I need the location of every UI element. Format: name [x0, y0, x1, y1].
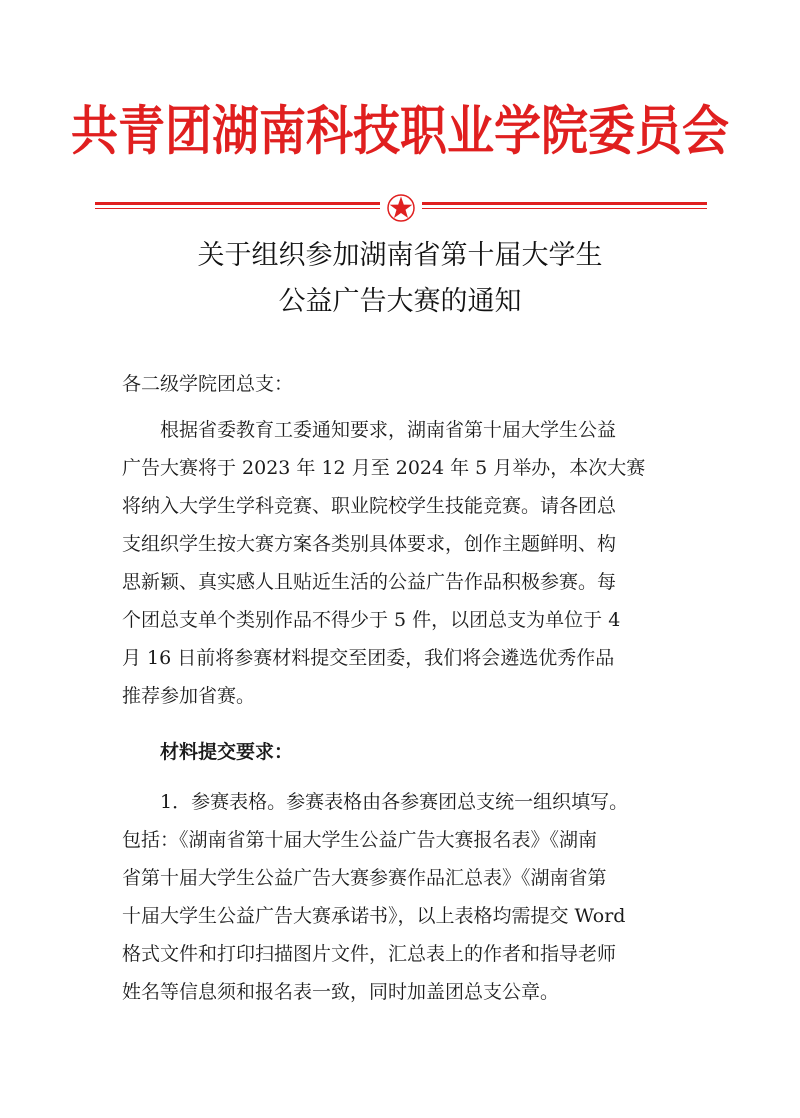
- section-heading: 材料提交要求：: [160, 741, 294, 763]
- paragraph-line: 省第十届大学生公益广告大赛参赛作品汇总表》《湖南省第: [122, 867, 607, 889]
- paragraph-line: 十届大学生公益广告大赛承诺书》，以上表格均需提交 Word: [122, 905, 626, 927]
- paragraph-line: 包括：《湖南省第十届大学生公益广告大赛报名表》《湖南: [122, 829, 598, 851]
- divider-thick-right: [422, 202, 707, 205]
- paragraph-line: 姓名等信息须和报名表一致，同时加盖团总支公章。: [122, 981, 560, 1003]
- paragraph-line: 个团总支单个类别作品不得少于 5 件，以团总支为单位于 4: [122, 609, 621, 631]
- salutation: 各二级学院团总支：: [122, 373, 294, 395]
- paragraph-line: 格式文件和打印扫描图片文件，汇总表上的作者和指导老师: [122, 943, 617, 965]
- notice-title-line1: 关于组织参加湖南省第十届大学生: [197, 240, 603, 271]
- divider-thick-left: [95, 202, 380, 205]
- paragraph-line: 将纳入大学生学科竞赛、职业院校学生技能竞赛。请各团总: [122, 495, 617, 517]
- notice-title-line2: 公益广告大赛的通知: [278, 286, 522, 317]
- paragraph-line: 1．参赛表格。参赛表格由各参赛团总支统一组织填写。: [160, 791, 629, 813]
- red-star-icon: [385, 192, 417, 224]
- org-header: 共青团湖南科技职业学院委员会: [71, 100, 729, 163]
- red-divider: [95, 192, 707, 218]
- paragraph-line: 推荐参加省赛。: [122, 685, 256, 707]
- paragraph-line: 月 16 日前将参赛材料提交至团委，我们将会遴选优秀作品: [122, 647, 615, 669]
- paragraph-line: 根据省委教育工委通知要求，湖南省第十届大学生公益: [160, 419, 617, 441]
- paragraph-line: 支组织学生按大赛方案各类别具体要求，创作主题鲜明、构: [122, 533, 617, 555]
- divider-thin-right: [422, 208, 707, 209]
- paragraph-line: 广告大赛将于 2023 年 12 月至 2024 年 5 月举办，本次大赛: [122, 457, 646, 479]
- divider-thin-left: [95, 208, 380, 209]
- paragraph-line: 思新颖、真实感人且贴近生活的公益广告作品积极参赛。每: [122, 571, 617, 593]
